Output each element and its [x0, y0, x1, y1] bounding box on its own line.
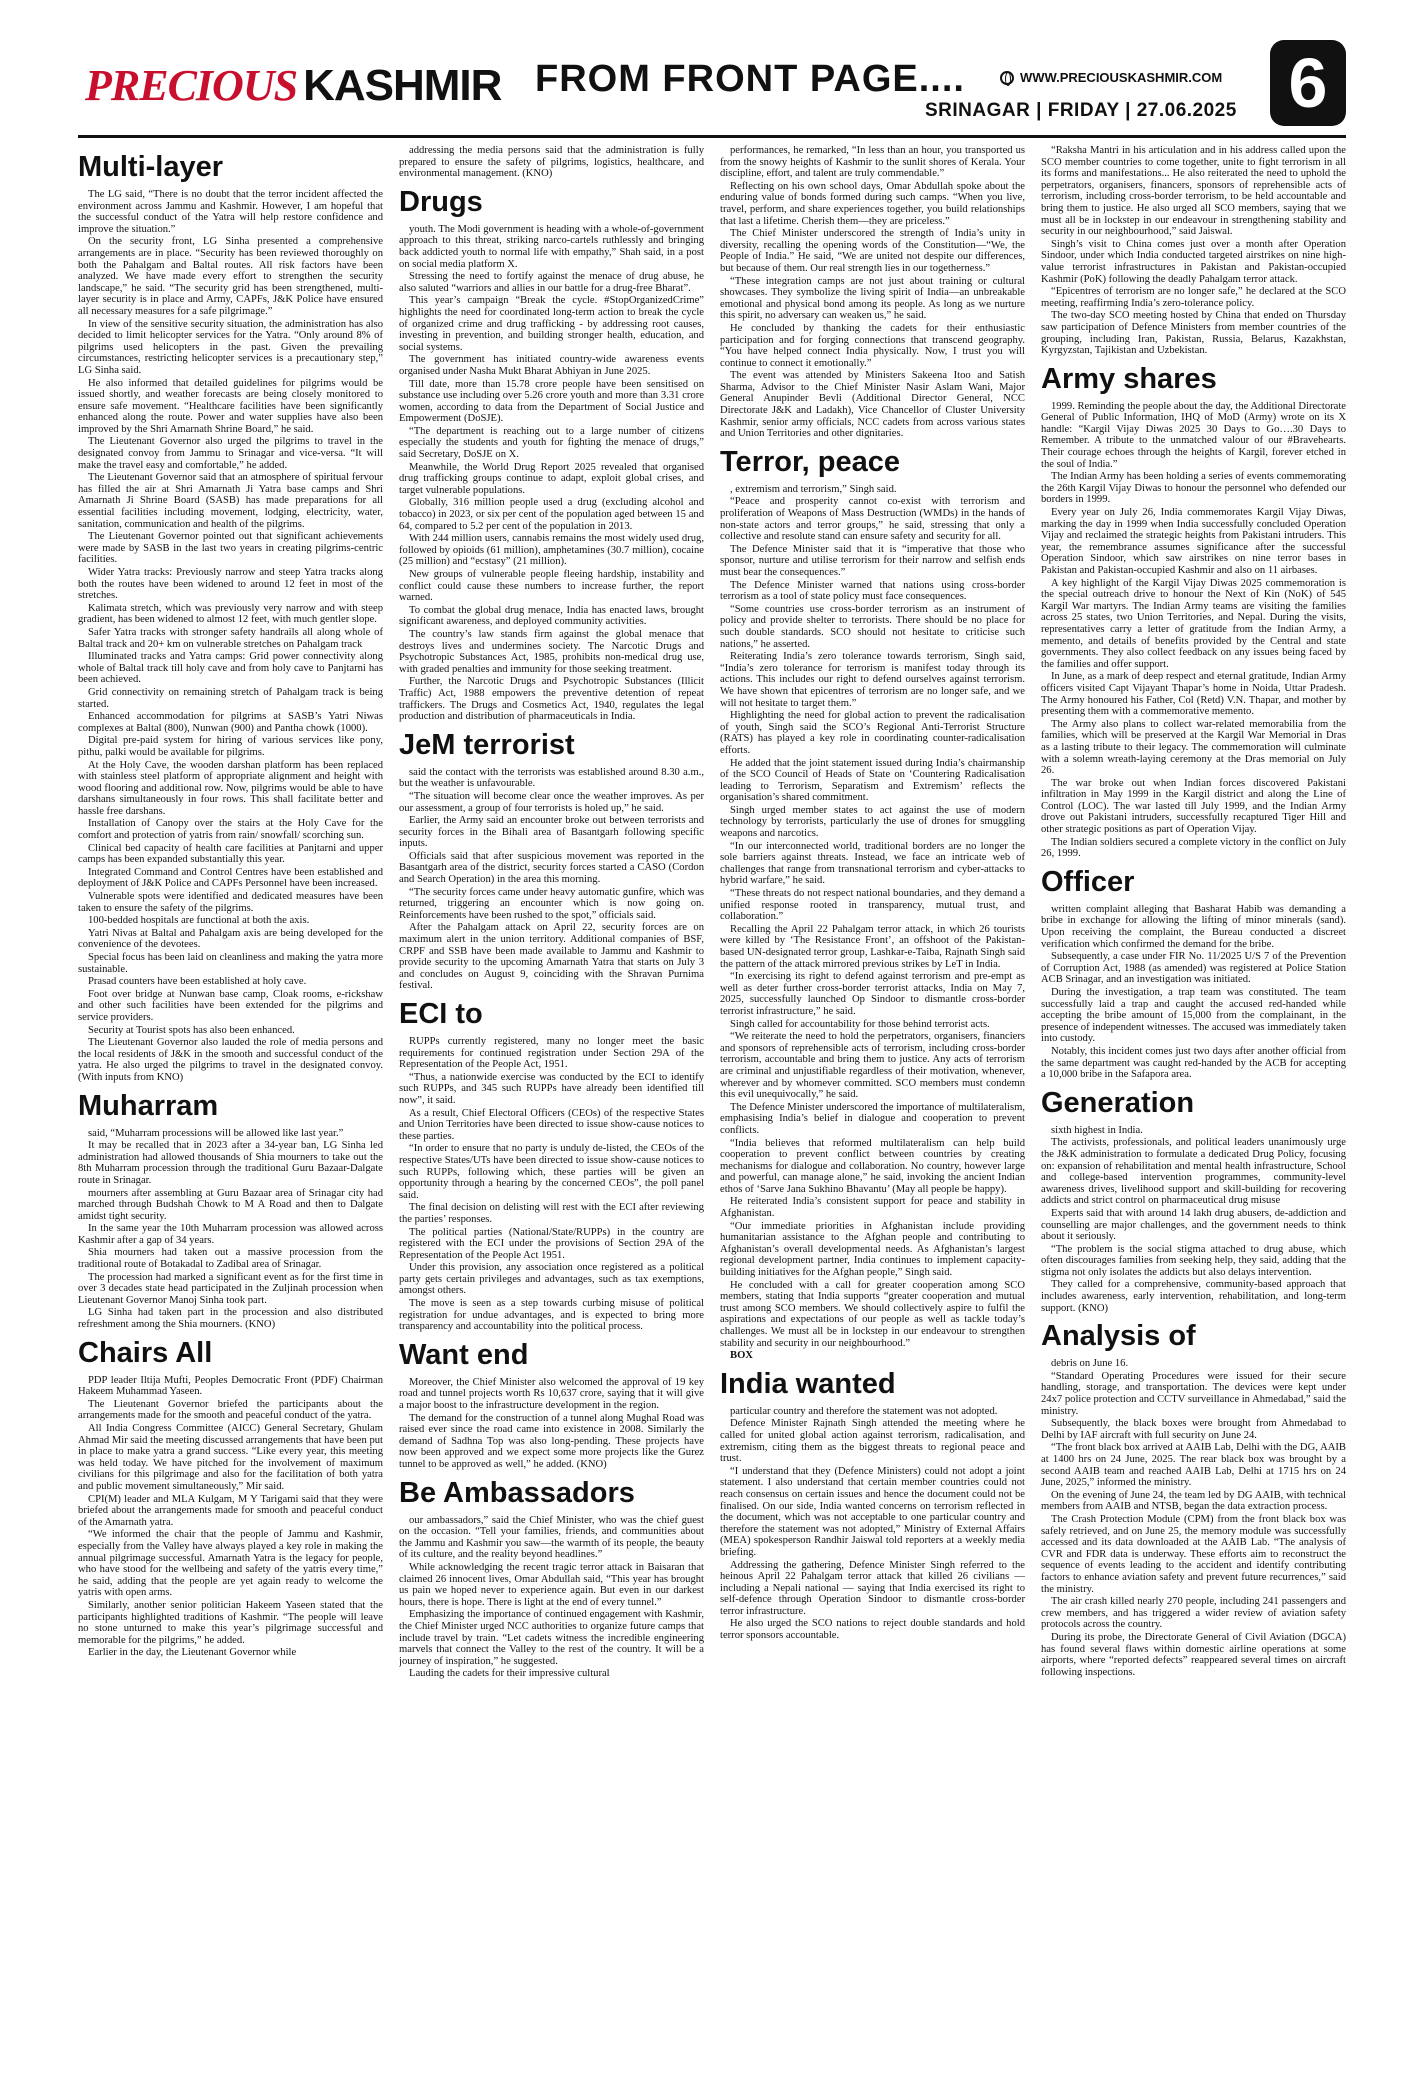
article-paragraph: The final decision on delisting will rest with the ECI after reviewing the parties’ responses.: [399, 1202, 704, 1225]
article-columns: [78, 145, 1346, 2075]
article-paragraph: “Standard Operating Procedures were issued for their secure handling, storage, and transportation. The devices were kept under 24x7 police protection and CCTV surveillance in Ahmedabad,” said the ministry.: [1041, 1370, 1346, 1417]
box-label: BOX: [730, 1350, 753, 1362]
article-paragraph: The LG said, “There is no doubt that the terror incident affected the environment across Jammu and Kashmir. However, I am hopeful that the successful conduct of the Yatra will help restore confidence and improve the situation.”: [78, 189, 383, 235]
article-paragraph: Subsequently, the black boxes were brought from Ahmedabad to Delhi by IAF aircraft with full security on June 24.: [1041, 1418, 1346, 1441]
article-paragraph: Special focus has been laid on cleanliness and making the yatra more sustainable.: [78, 952, 383, 975]
article-paragraph: Illuminated tracks and Yatra camps: Grid power connectivity along whole of Baltal track till holy cave and from holy cave to Panjtarni has been achieved.: [78, 651, 383, 686]
article-paragraph: “We informed the chair that the people of Jammu and Kashmir, especially from the Valley have always played a key role in making the annual pilgrimage successful. Amarnath Yatra is the legacy for people, who have stood for the wellbeing and safety of the yatris every time,” he said, adding that the people are yet again ready to welcome the yatris with open arms.: [78, 1529, 383, 1599]
article-headline: Analysis of: [1041, 1320, 1196, 1353]
article-paragraph: The Lieutenant Governor also lauded the role of media persons and the local residents of J&K in the smooth and successful conduct of the yatra. He also urged the pilgrims to travel in the designated convoy. (With inputs from KNO): [78, 1037, 383, 1083]
article-paragraph: Singh’s visit to China comes just over a month after Operation Sindoor, under which India conducted targeted airstrikes on nine high-value terrorist infrastructures in Pakistan and Pakistan-occupied Kashmir (PoK) following the deadly Pahalgam terror attack.: [1041, 238, 1346, 285]
article-headline: Army shares: [1041, 362, 1217, 395]
logo-precious-text: PRECIOUS: [85, 61, 298, 110]
article-paragraph: A key highlight of the Kargil Vijay Diwas 2025 commemoration is the special outreach drive to honour the Next of Kin (NoK) of 545 Kargil War martyrs. The Indian Army teams are visiting the families across 25 states, two Union Territories, and Nepal. During the visits, representatives carry a letter of gratitude from the Indian Army, a memento, and details of benefits provided by the Central and state governments. They also collect feedback on any issues being faced by the families and offer support.: [1041, 577, 1346, 670]
article-paragraph: Similarly, another senior politician Hakeem Yaseen stated that the participants highlighted traditions of Kashmir. “The people will leave no stone unturned to make this year’s pilgrimage successful and memorable for the pilgrims,” he added.: [78, 1599, 383, 1646]
dateline: SRINAGAR | FRIDAY | 27.06.2025: [925, 100, 1237, 121]
article-paragraph: CPI(M) leader and MLA Kulgam, M Y Tarigami said that they were briefed about the arrangements made for smooth and peaceful conduct of the Amarnath yatra.: [78, 1493, 383, 1528]
article-paragraph: Emphasizing the importance of continued engagement with Kashmir, the Chief Minister urged NCC authorities to organize future camps that include travel by train. “Let cadets witness the incredible engineering marvels that connect the Valley to the rest of the country. It will be a journey of inspiration,” he suggested.: [399, 1609, 704, 1667]
article-paragraph: RUPPs currently registered, many no longer meet the basic requirements for continued registration under Section 29A of the Representation of the People Act, 1951.: [399, 1036, 704, 1071]
article-paragraph: “The security forces came under heavy automatic gunfire, which was returned, triggering an encounter which is now going on. Reinforcements have been rushed to the spot,” officials said.: [399, 886, 704, 921]
article-paragraph: “These integration camps are not just about training or cultural showcases. They symbolize the living spirit of India—an unbreakable emotional and physical bond among its people. As long as we nurture this spirit, no adversary can weaken us,” he said.: [720, 275, 1025, 322]
article-paragraph: “Peace and prosperity cannot co-exist with terrorism and proliferation of Weapons of Mass Destruction (WMDs) in the hands of non-state actors and terror groups,” he said, stressing that only a collective and resolute stand can ensure safety and security for all.: [720, 496, 1025, 543]
article-paragraph: Vulnerable spots were identified and dedicated measures have been taken to ensure the safety of the pilgrims.: [78, 891, 383, 914]
article-paragraph: The political parties (National/State/RUPPs) in the country are registered with the ECI under the provisions of Section 29A of the Representation of the People Act 1951.: [399, 1226, 704, 1261]
article-paragraph: “In order to ensure that no party is unduly de-listed, the CEOs of the respective States/UTs have been directed to issue show-cause notices to such RUPPs, following which, these parties will be given an opportunity through a hearing by the concerned CEOs”, the poll panel said.: [399, 1143, 704, 1201]
masthead: [0, 0, 1425, 135]
article-paragraph: Clinical bed capacity of health care facilities at Panjtarni and upper camps has been expanded substantially this year.: [78, 842, 383, 866]
article-paragraph: Installation of Canopy over the stairs at the Holy Cave for the comfort and protection of yatris from rain/ snowfall/ scorching sun.: [78, 818, 383, 842]
article-paragraph: LG Sinha had taken part in the procession and also distributed refreshment among the Shia mourners. (KNO): [78, 1307, 383, 1331]
article-paragraph: The Lieutenant Governor briefed the participants about the arrangements made for the smooth and peaceful conduct of the yatra.: [78, 1398, 383, 1422]
article-paragraph: Shia mourners had taken out a massive procession from the traditional route of Botakadal to Zadibal area of Srinagar.: [78, 1247, 383, 1271]
article-paragraph: Meanwhile, the World Drug Report 2025 revealed that organised drug trafficking groups continue to adapt, exploit global crises, and target vulnerable populations.: [399, 461, 704, 496]
column-2: [399, 145, 704, 2075]
article-paragraph: “Raksha Mantri in his articulation and in his address called upon the SCO member countries to come together, unite to fight terrorism in all its forms and manifestations... He also reiterated the need to uphold the perpetrators, organisers, financers, sponsors of reprehensible acts of terrorism, including cross-border terrorism, to be held accountable and bring them to justice. He also urged all SCO members, saying that we must all be in lockstep in our endeavour in strengthening stability and security in our neighbourhood,” said Jaiswal.: [1041, 145, 1346, 238]
article-paragraph: PDP leader Iltija Mufti, Peoples Democratic Front (PDF) Chairman Hakeem Muhammad Yaseen.: [78, 1374, 383, 1398]
article-paragraph: At the Holy Cave, the wooden darshan platform has been replaced with stainless steel platform of appropriate alignment and height with wood flooring and additional row. Now, pilgrims would be able to have darshans simultaneously in four rows. This shall facilitate better and hassle free darshans.: [78, 759, 383, 817]
article-paragraph: The war broke out when Indian forces discovered Pakistani infiltration in May 1999 in the Kargil district and along the Line of Control (LOC). The war lasted till July 1999, and the Indian Army drove out Pakistani intruders, successfully recaptured Tiger Hill and other strategic positions as part of Operation Vijay.: [1041, 777, 1346, 836]
website-link[interactable]: [1000, 70, 1222, 85]
article-paragraph: “I understand that they (Defence Ministers) could not adopt a joint statement. I also understand that certain member countries could not reach consensus on certain issues and hence the document could not be finalised. On our side, India wanted concerns on terrorism reflected in the document, which was not acceptable to one particular country and therefore the statement was not adopted,” Ministry of External Affairs (MEA) spokesperson Randhir Jaiswal told reporters at a weekly media briefing.: [720, 1465, 1025, 1558]
article-headline: Multi-layer: [78, 151, 224, 183]
article-headline: Want end: [399, 1338, 529, 1371]
article-paragraph: “The front black box arrived at AAIB Lab, Delhi with the DG, AAIB at 1400 hrs on 24 June, 2025. The rear black box was brought by a second AAIB team and reached AAIB Lab, Delhi at 1715 hrs on 24 June, 2025,” informed the ministry.: [1041, 1442, 1346, 1489]
article-paragraph: The country’s law stands firm against the global menace that destroys lives and undermines society. The Narcotic Drugs and Psychotropic Substances Act, 1985, prohibits non-medical drug use, with graded penalties and immunity for those seeking treatment.: [399, 628, 704, 675]
article-paragraph: addressing the media persons said that the administration is fully prepared to ensure the safety of pilgrims, logistics, healthcare, and environmental management. (KNO): [399, 145, 704, 180]
article-paragraph: The move is seen as a step towards curbing misuse of political registration for undue advantages, and is expected to bring more transparency and accountability into the political process.: [399, 1298, 704, 1333]
article-paragraph: Kalimata stretch, which was previously very narrow and with steep gradient, has been widened to almost 12 feet, with much gentler slope.: [78, 602, 383, 626]
article-paragraph: During the investigation, a trap team was constituted. The team successfully laid a trap and caught the accused red-handed while accepting the bribe amount of 15,000 from the complainant, in the presence of independent witnesses. The accused was immediately taken into custody.: [1041, 987, 1346, 1045]
article-paragraph: In the same year the 10th Muharram procession was allowed across Kashmir after a gap of 34 years.: [78, 1223, 383, 1246]
article-headline: Be Ambassadors: [399, 1476, 635, 1509]
logo-kashmir-text: KASHMIR: [303, 61, 502, 110]
article-paragraph: mourners after assembling at Guru Bazaar area of Srinagar city had marched through Budshah Chowk to M A Road and then to Dalgate amidst tight security.: [78, 1187, 383, 1222]
article-paragraph: The Lieutenant Governor said that an atmosphere of spiritual fervour has filled the air at Shri Amarnath Ji Yatra base camps and Shri Amarnath Ji Shrine Board (SASB) has made preparations for all essential facilities including movement, lodging, electricity, water, sanitation, communication and health of the pilgrims.: [78, 472, 383, 530]
article-paragraph: Moreover, the Chief Minister also welcomed the approval of 19 key road and tunnel projects worth Rs 10,637 crore, saying that it will give a major boost to the infrastructure development in the region.: [399, 1376, 704, 1412]
article-paragraph: Grid connectivity on remaining stretch of Pahalgam track is being started.: [78, 686, 383, 710]
article-paragraph: Enhanced accommodation for pilgrims at SASB’s Yatri Niwas complexes at Baltal (800), Nunwan (900) and Pantha chowk (1000).: [78, 711, 383, 734]
article-paragraph: sixth highest in India.: [1051, 1124, 1143, 1136]
article-paragraph: He also informed that detailed guidelines for pilgrims would be issued shortly, and weather forecasts are being closely monitored to ensure safe movement. “Healthcare facilities have been significantly enhanced along the route. Power and water supplies have also been improved by the Shri Amarnath Shrine Board,” he said.: [78, 377, 383, 435]
article-paragraph: written complaint alleging that Basharat Habib was demanding a bribe in exchange for allowing the lifting of minor minerals (sand). Upon receiving the complaint, the Bureau conducted a discreet verification which confirmed the demand for the bribe.: [1041, 903, 1346, 950]
article-paragraph: The Chief Minister underscored the strength of India’s unity in diversity, recalling the opening words of the Constitution—“We, the People of India.” He said, “We are united not despite our differences, but because of them. Our real strength lies in our togetherness.”: [720, 228, 1025, 274]
column-4: [1041, 145, 1346, 2075]
page-number-badge: 6: [1270, 40, 1346, 126]
article-paragraph: The Crash Protection Module (CPM) from the front black box was safely retrieved, and on June 25, the memory module was successfully accessed and its data downloaded at the AAIB Lab. “The analysis of CVR and FDR data is underway. These efforts aim to reconstruct the sequence of events leading to the accident and identify contributing factors to enhance aviation safety and prevent future recurrences,” said the ministry.: [1041, 1513, 1346, 1595]
article-paragraph: “In our interconnected world, traditional borders are no longer the sole barriers against threats. Instead, we face an intricate web of challenges that range from transnational terrorism and cyber-attacks to hybrid warfare,” he said.: [720, 840, 1025, 887]
article-paragraph: In view of the sensitive security situation, the administration has also decided to limit helicopter services for the Yatra. “Only around 8% of pilgrims used helicopters in the past. Given the prevailing circumstances, restricting helicopter services is a precautionary step,” LG Sinha said.: [78, 318, 383, 376]
article-paragraph: On the evening of June 24, the team led by DG AAIB, with technical members from AAIB and NTSB, began the data extraction process.: [1041, 1489, 1346, 1513]
article-paragraph: Every year on July 26, India commemorates Kargil Vijay Diwas, marking the day in 1999 when India successfully concluded Operation Vijay and reclaimed the strategic heights from Pakistani intruders. This year, the remembrance assumes significance after the successful Operation Sindoor, which saw airstrikes on nine terror bases in Pakistan and Pakistan-occupied Kashmir and also on 11 airbases.: [1041, 507, 1346, 576]
article-paragraph: Reiterating India’s zero tolerance towards terrorism, Singh said, “India’s zero tolerance for terrorism is manifest today through its actions. This includes our right to defend ourselves against terrorism. We have shown that epicentres of terrorism are no longer safe, and we will not hesitate to target them.”: [720, 651, 1025, 709]
article-paragraph: Lauding the cadets for their impressive cultural: [409, 1668, 610, 1680]
article-paragraph: debris on June 16.: [1051, 1358, 1129, 1370]
article-paragraph: The Indian Army has been holding a series of events commemorating the 26th Kargil Vijay Diwas to honour the personnel who defended our borders in 1999.: [1041, 471, 1346, 506]
column-3: [720, 145, 1025, 2075]
section-title: FROM FRONT PAGE....: [535, 58, 965, 100]
article-headline: Officer: [1041, 865, 1135, 898]
article-paragraph: Stressing the need to fortify against the menace of drug abuse, he also saluted “warriors and allies in our battle for a drug-free Bharat”.: [399, 271, 704, 294]
newspaper-logo[interactable]: [85, 60, 501, 111]
article-paragraph: “The department is reaching out to a large number of citizens especially the students and youth for fighting the menace of drugs,” said Secretary, DoSJE on X.: [399, 425, 704, 461]
article-paragraph: Wider Yatra tracks: Previously narrow and steep Yatra tracks along both the routes have been widened to around 12 feet in most of the stretches.: [78, 567, 383, 602]
article-paragraph: Defence Minister Rajnath Singh attended the meeting where he called for united global action against terrorism, radicalisation, and extremism, citing them as the biggest threats to regional peace and trust.: [720, 1418, 1025, 1465]
article-paragraph: The Lieutenant Governor pointed out that significant achievements were made by SASB in the last two years in creating pilgrims-centric facilities.: [78, 531, 383, 566]
article-paragraph: The event was attended by Ministers Sakeena Itoo and Satish Sharma, Advisor to the Chief Minister Nasir Aslam Wani, Major General Anupinder Bevli (Additional Director General, NCC Directorate J&K and Ladakh), Vice Chancellor of Cluster University Kashmir, senior army officials, NCC cadets from across various states and Union Territories and other dignitaries.: [720, 370, 1025, 440]
article-paragraph: As a result, Chief Electoral Officers (CEOs) of the respective States and Union Territories have been directed to issue show-cause notices to these parties.: [399, 1107, 704, 1142]
website-url: WWW.PRECIOUSKASHMIR.COM: [1020, 70, 1223, 85]
article-paragraph: The activists, professionals, and political leaders unanimously urge the J&K administration to formulate a dedicated Drug Policy, focusing on: expansion of rehabilitation and mental health infrastructure, School and college-based intervention programmes, community-level awareness drives, livelihood support and skill-building for recovering addicts and strict control on pharmaceutical drug misuse: [1041, 1137, 1346, 1207]
article-paragraph: The Army also plans to collect war-related memorabilia from the families, which will be preserved at the Kargil War Memorial in Dras as a lasting tribute to their legacy. The commemoration will culminate with a solemn wreath-laying ceremony at the Dras memorial on July 26.: [1041, 718, 1346, 777]
article-paragraph: The air crash killed nearly 270 people, including 241 passengers and crew members, and has triggered a wider review of aviation safety protocols across the country.: [1041, 1596, 1346, 1631]
article-paragraph: , extremism and terrorism,” Singh said.: [730, 483, 897, 495]
article-paragraph: our ambassadors,” said the Chief Minister, who was the chief guest on the occasion. “Tell your families, friends, and communities about the Jammu and Kashmir you saw—the warmth of its people, the beauty of its culture, and the reality beyond headlines.”: [399, 1514, 704, 1561]
article-paragraph: The procession had marked a significant event as for the first time in over 3 decades state head participated in the Zuljinah procession when Lieutenant Governor Manoj Sinha took part.: [78, 1271, 383, 1306]
article-paragraph: While acknowledging the recent tragic terror attack in Baisaran that claimed 26 innocent lives, Omar Abdullah said, “This year has brought us pain we hoped never to experience again. But even in our darkest hours, there is hope. There is light at the end of every tunnel.”: [399, 1561, 704, 1608]
article-paragraph: After the Pahalgam attack on April 22, security forces are on maximum alert in the union territory. Additional companies of BSF, CRPF and SSB have been made available to Jammu and Kashmir to provide security to the upcoming Amarnath Yatra that starts on July 3 and concludes on August 9, coinciding with the Shravan Purnima festival.: [399, 922, 704, 992]
article-paragraph: The Lieutenant Governor also urged the pilgrims to travel in the designated convoy from Jammu to Srinagar and vice-versa. “It will make the travel easy and comfortable,” he added.: [78, 436, 383, 471]
article-paragraph: “These threats do not respect national boundaries, and they demand a unified response rooted in transparency, mutual trust, and collaboration.”: [720, 888, 1025, 923]
article-paragraph: Subsequently, a case under FIR No. 11/2025 U/S 7 of the Prevention of Corruption Act, 1988 (as amended) was registered at Police Station ACB Srinagar, and an investigation was initiated.: [1041, 951, 1346, 986]
column-1: [78, 145, 383, 2075]
article-paragraph: “The situation will become clear once the weather improves. As per our assessment, a group of four terrorists is holed up,” he said.: [399, 790, 704, 814]
article-paragraph: “In exercising its right to defend against terrorism and pre-empt as well as deter further cross-border terrorist attacks, India on May 7, 2025, successfully launched Op Sindoor to dismantle cross-border terrorist infrastructure,” he said.: [720, 971, 1025, 1017]
article-headline: Terror, peace: [720, 445, 901, 478]
article-paragraph: During its probe, the Directorate General of Civil Aviation (DGCA) has found several flaws within domestic airline operations at some airports, where “reported defects” reappeared several times on aircraft following inspections.: [1041, 1631, 1346, 1678]
article-paragraph: Safer Yatra tracks with stronger safety handrails all along whole of Baltal track and 20+ km on vulnerable stretches on Pahalgam track: [78, 626, 383, 650]
article-paragraph: The demand for the construction of a tunnel along Mughal Road was raised ever since the road came into existence in 2008. Similarly the demand of Sadhna Top was also long-pending. These projects have now been approved and we expect some more projects like the Gurez tunnel to be approved as well,” he added. (KNO): [399, 1412, 704, 1470]
article-paragraph: Yatri Nivas at Baltal and Pahalgam axis are being developed for the convenience of the devotees.: [78, 927, 383, 951]
article-paragraph: The government has initiated country-wide awareness events organised under Nasha Mukt Bharat Abhiyan in June 2025.: [399, 354, 704, 377]
article-paragraph: Integrated Command and Control Centres have been established and deployment of J&K Police and CAPFs Personnel have been increased.: [78, 866, 383, 890]
article-paragraph: Singh called for accountability for those behind terrorist acts.: [730, 1018, 990, 1030]
article-paragraph: Singh urged member states to act against the use of modern technology by terrorists, particularly the use of drones for smuggling weapons and narcotics.: [720, 804, 1025, 840]
article-paragraph: The Defence Minister said that it is “imperative that those who sponsor, nurture and utilise terrorism for their narrow and selfish ends must bear the consequences.”: [720, 543, 1025, 578]
article-paragraph: The Indian soldiers secured a complete victory in the conflict on July 26, 1999.: [1041, 836, 1346, 860]
article-paragraph: “The problem is the social stigma attached to drug abuse, which often discourages families from seeking help, they said, adding that the stigma not only isolates the addicts but also delays intervention.: [1041, 1243, 1346, 1278]
article-paragraph: Foot over bridge at Nunwan base camp, Cloak rooms, e-rickshaw and other such facilities have been extended for the pilgrims and service providers.: [78, 988, 383, 1023]
article-paragraph: Addressing the gathering, Defence Minister Singh referred to the heinous April 22 Pahalgam terror attack that killed 26 civilians — including a Nepali national — saying that India exercised its right to self-defence through Operation Sindoor to dismantle cross-border terror infrastructure.: [720, 1559, 1025, 1617]
article-paragraph: Further, the Narcotic Drugs and Psychotropic Substances (Illicit Traffic) Act, 1988 empowers the preventive detention of repeat traffickers. The Drugs and Cosmetics Act, 1940, regulates the legal production and distribution of pharmaceuticals in India.: [399, 676, 704, 723]
article-headline: India wanted: [720, 1367, 896, 1400]
article-paragraph: “India believes that reformed multilateralism can help build cooperation to prevent conflict between countries by creating mechanisms for dialogue and collaboration. No country, however large and powerful, can manage alone,” he said, invoking the ancient Indian ethos of ‘Sarve Jana Sukhino Bhavantu’ (May all people be happy).: [720, 1137, 1025, 1195]
article-paragraph: Reflecting on his own school days, Omar Abdullah spoke about the enduring value of bonds formed during such camps. “When you live, travel, perform, and share experiences together, you build relationships that last a lifetime. Cherish them—they are priceless.”: [720, 180, 1025, 227]
article-paragraph: “Some countries use cross-border terrorism as an instrument of policy and provide shelter to terrorists. There should be no place for such double standards. SCO should not hesitate to criticise such nations,” he asserted.: [720, 603, 1025, 650]
article-paragraph: The two-day SCO meeting hosted by China that ended on Thursday saw participation of Defence Ministers from member countries of the grouping, including Iran, Pakistan, Russia, Belarus, Kazakhstan, Kyrgyzstan, Tajikistan and Uzbekistan.: [1041, 310, 1346, 357]
article-paragraph: On the security front, LG Sinha presented a comprehensive arrangements are in place. “Security has been reviewed thoroughly on both the Pahalgam and Baltal routes. All risk factors have been analyzed. We have made every effort to strengthen the security landscape,” he said. “The security grid has been strengthened, multi-layer security is in place and Army, CAPFs, J&K Police have ensured all necessary measures for a safe pilgrimage.”: [78, 236, 383, 317]
article-paragraph: Till date, more than 15.78 crore people have been sensitised on substance use including over 5.26 crore youth and more than 3.31 crore women, according to data from the Department of Social Justice and Empowerment (DoSJE).: [399, 378, 704, 425]
article-paragraph: youth. The Modi government is heading with a whole-of-government approach to this threat, striking narco-cartels ruthlessly and bringing back addicted youth to normal life with empathy,” Shah said, in a post on social media platform X.: [399, 223, 704, 270]
article-paragraph: He reiterated India’s consistent support for peace and stability in Afghanistan.: [720, 1196, 1025, 1220]
article-paragraph: Officials said that after suspicious movement was reported in the Basantgarh area of the district, security forces started a CASO (Cordon and Search Operation) in the area this morning.: [399, 850, 704, 886]
article-paragraph: “Our immediate priorities in Afghanistan include providing humanitarian assistance to the Afghan people and contributing to Afghanistan’s overall developmental needs. As Afghanistan’s largest regional development partner, India continues to implement capacity-building initiatives for the Afghan people,” Singh said.: [720, 1220, 1025, 1279]
article-paragraph: He added that the joint statement issued during India’s chairmanship of the SCO Council of Heads of State on ‘Countering Radicalisation leading to Terrorism, Separatism and Extremism’ reflects the organisation’s shared commitment.: [720, 757, 1025, 804]
article-paragraph: Security at Tourist spots has also been enhanced.: [88, 1024, 295, 1036]
article-paragraph: This year’s campaign “Break the cycle. #StopOrganizedCrime” highlights the need for coordinated long-term action to break the cycle of organized crime and drug trafficking - by addressing root causes, investing in prevention, and building stronger health, education, and social systems.: [399, 295, 704, 353]
globe-icon: [1000, 71, 1014, 85]
article-headline: Drugs: [399, 185, 483, 218]
article-headline: Muharram: [78, 1089, 219, 1122]
article-headline: JeM terrorist: [399, 728, 575, 761]
article-paragraph: Earlier, the Army said an encounter broke out between terrorists and security forces in the Bihali area of Basantgarh following specific inputs.: [399, 815, 704, 850]
article-paragraph: To combat the global drug menace, India has enacted laws, brought significant awareness, and deployed community activities.: [399, 604, 704, 628]
header-rule: [78, 135, 1346, 138]
article-paragraph: It may be recalled that in 2023 after a 34-year ban, LG Sinha led administration had allowed thousands of Shia mourners to take out the 8th Muharram procession through the traditional Guru Bazaar-Dalgate route in Srinagar.: [78, 1140, 383, 1186]
article-paragraph: Highlighting the need for global action to prevent the radicalisation of youth, Singh said the SCO’s Regional Anti-Terrorist Structure (RATS) has played a key role in coordinating counter-radicalisation efforts.: [720, 710, 1025, 756]
article-paragraph: The Defence Minister underscored the importance of multilateralism, emphasising India’s belief in dialogue and cooperation to prevent conflicts.: [720, 1101, 1025, 1136]
article-paragraph: Notably, this incident comes just two days after another official from the same department was caught red-handed by the ACB for accepting a 10,000 bribe in the Safapora area.: [1041, 1045, 1346, 1081]
article-paragraph: Experts said that with around 14 lakh drug abusers, de-addiction and counselling are major challenges, and the government needs to think about it seriously.: [1041, 1207, 1346, 1243]
article-paragraph: said the contact with the terrorists was established around 8.30 a.m., but the weather is unfavourable.: [399, 766, 704, 790]
article-headline: Generation: [1041, 1086, 1195, 1119]
article-paragraph: All India Congress Committee (AICC) General Secretary, Ghulam Ahmad Mir said the meeting discussed arrangements that have been put in place to make yatra a grand success. “Like every year, this meeting was held today. We have pitched for the involvement of maximum civilians for this pilgrimage and also for the facilitation of both yatra and public movement simultaneously,” Mir said.: [78, 1423, 383, 1492]
article-paragraph: said, “Muharram processions will be allowed like last year.”: [88, 1127, 344, 1139]
article-paragraph: In June, as a mark of deep respect and eternal gratitude, Indian Army officers visited Capt Vijayant Thapar’s home in Noida, Uttar Pradesh. The Army honoured his Father, Col (Retd) V.N. Thapar, and mother by presenting them with a commemorative memento.: [1041, 671, 1346, 718]
article-paragraph: Recalling the April 22 Pahalgam terror attack, in which 26 tourists were killed by ‘The Resistance Front’, an offshoot of the Pakistan-based UN-designated terror group, Lashkar-e-Taiba, Rajnath Singh said the pattern of the attack mirrored previous strikes by LeT in India.: [720, 923, 1025, 970]
article-paragraph: Earlier in the day, the Lieutenant Governor while: [88, 1647, 297, 1659]
article-headline: Chairs All: [78, 1336, 213, 1369]
article-paragraph: Digital pre-paid system for hiring of various services like pony, pithu, palki would be available for pilgrims.: [78, 735, 383, 758]
article-headline: ECI to: [399, 998, 483, 1030]
article-paragraph: Under this provision, any association once registered as a political party gets certain privileges and advantages, such as tax exemptions, amongst others.: [399, 1262, 704, 1297]
article-paragraph: He also urged the SCO nations to reject double standards and hold terror sponsors accountable.: [720, 1618, 1025, 1642]
article-paragraph: With 244 million users, cannabis remains the most widely used drug, followed by opioids (61 million), amphetamines (30.7 million), cocaine (25 million) and “ecstasy” (21 million).: [399, 533, 704, 568]
article-paragraph: “We reiterate the need to hold the perpetrators, organisers, financiers and sponsors of reprehensible acts of terrorism, including cross-border terrorism, accountable and bring them to justice. Any acts of terrorism are criminal and unjustifiable regardless of their motivation, whenever, wherever and by whomever committed. SCO members must condemn this evil unequivocally,” he said.: [720, 1031, 1025, 1101]
article-paragraph: 100-bedded hospitals are functional at both the axis.: [88, 915, 310, 927]
article-paragraph: particular country and therefore the statement was not adopted.: [730, 1405, 998, 1417]
article-paragraph: “Epicentres of terrorism are no longer safe,” he declared at the SCO meeting, reaffirming India’s zero-tolerance policy.: [1041, 286, 1346, 309]
article-paragraph: They called for a comprehensive, community-based approach that includes awareness, early intervention, rehabilitation, and long-term support. (KNO): [1041, 1279, 1346, 1314]
article-paragraph: The Defence Minister warned that nations using cross-border terrorism as a tool of state policy must face consequences.: [720, 579, 1025, 603]
article-paragraph: He concluded with a call for greater cooperation among SCO members, stating that India supports “greater cooperation and mutual trust among SCO members. We should collectively aspire to fulfil the aspirations and expectations of our people as well as tackle today’s challenges. We must all be in lockstep in our endeavour to strengthen stability and security in our neighbourhood.”: [720, 1279, 1025, 1349]
article-paragraph: “Thus, a nationwide exercise was conducted by the ECI to identify such RUPPs, and 345 such RUPPs have already been identified till now”, it said.: [399, 1071, 704, 1106]
article-paragraph: He concluded by thanking the cadets for their enthusiastic participation and for forging connections that transcend geography. “You have helped connect India physically. Now, I trust you will continue to connect it emotionally.”: [720, 322, 1025, 369]
article-paragraph: performances, he remarked, “In less than an hour, you transported us from the snowy heights of Kashmir to the sunlit shores of Kerala. Your discipline, effort, and talent are truly commendable.”: [720, 145, 1025, 180]
article-paragraph: New groups of vulnerable people fleeing hardship, instability and conflict could cause these numbers to increase further, the report warned.: [399, 569, 704, 604]
article-paragraph: Globally, 316 million people used a drug (excluding alcohol and tobacco) in 2023, or six per cent of the population aged between 15 and 64, compared to 5.2 per cent of the population in 2013.: [399, 497, 704, 532]
article-paragraph: Prasad counters have been established at holy cave.: [88, 976, 307, 988]
article-paragraph: 1999. Reminding the people about the day, the Additional Directorate General of Public Information, IHQ of MoD (Army) wrote on its X handle: “Kargil Vijay Diwas 2025 30 Days to Go….30 Days to Remember. A tribute to the unmatched valour of our #Bravehearts. Their courage echoes through the heights of Kargil, forever etched in the soul of India.”: [1041, 400, 1346, 470]
